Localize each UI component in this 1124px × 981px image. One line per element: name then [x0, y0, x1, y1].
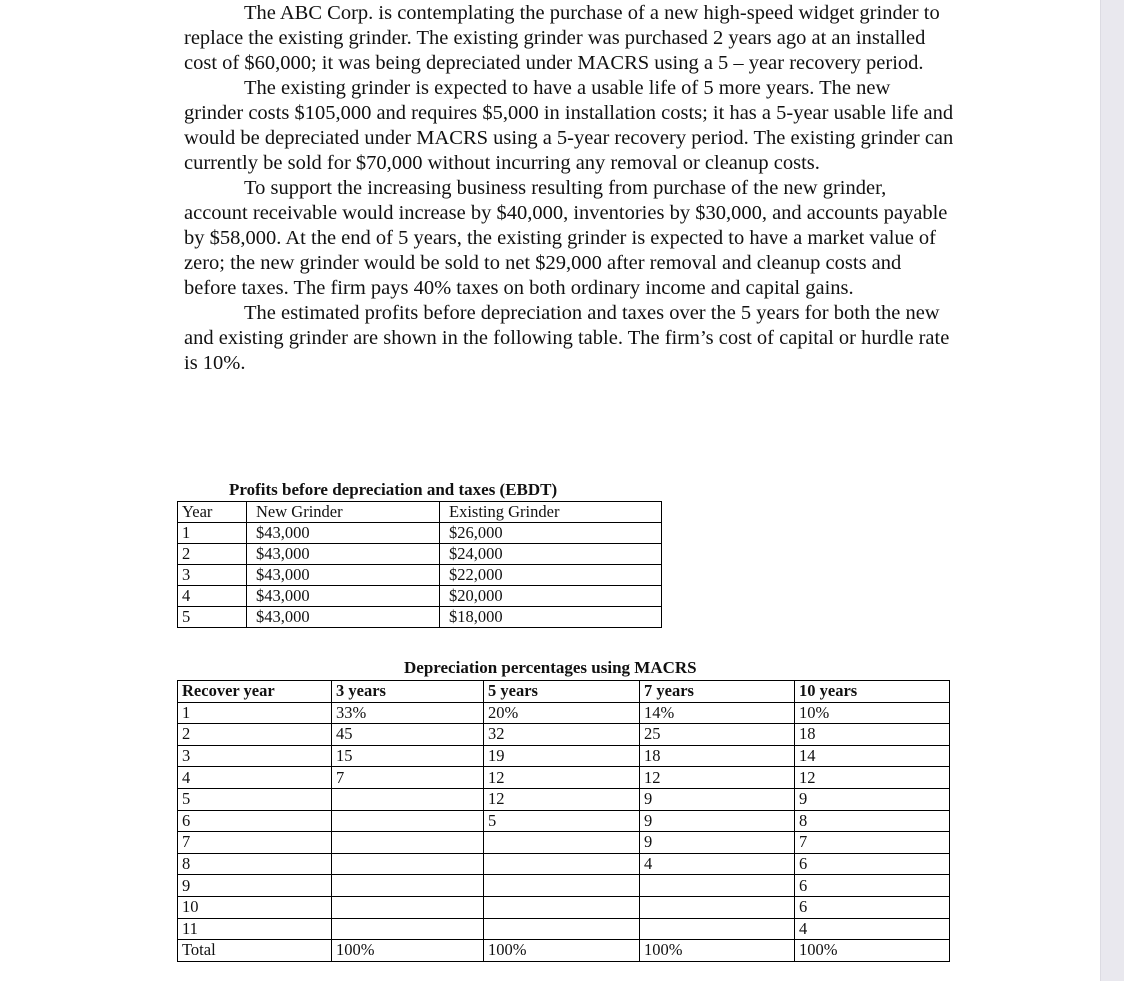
3-year-cell: [332, 896, 484, 918]
column-header: Year: [178, 502, 247, 523]
table-header-row: [178, 502, 662, 523]
table-row: [178, 788, 950, 810]
recover-year-cell: 4: [178, 767, 332, 789]
3-year-cell: [332, 853, 484, 875]
3-year-cell: [332, 832, 484, 854]
3-year-cell: 7: [332, 767, 484, 789]
7-year-cell: 9: [640, 832, 795, 854]
new-grinder-cell: $43,000: [247, 565, 440, 586]
paragraph: The estimated profits before depreciation and taxes over the 5 years for both the new and existing grinder are shown in the following table. The firm’s cost of capital or hurdle rate is 10%.: [184, 302, 950, 374]
paragraph: To support the increasing business resulting from purchase of the new grinder, account receivable would increase by $40,000, inventories by $30,000, and accounts payable by $58,000. At the end of 5 years, the existing grinder is expected to have a market value of zero; the new grinder would be sold to net $29,000 after removal and cleanup costs and before taxes. The firm pays 40% taxes on both ordinary income and capital gains.: [184, 177, 948, 299]
table-header-row: [178, 681, 950, 703]
page-margin: [1100, 0, 1124, 981]
year-cell: 3: [178, 565, 247, 586]
7-year-cell: [640, 875, 795, 897]
column-header: Recover year: [178, 681, 332, 703]
3-year-cell: 45: [332, 724, 484, 746]
recover-year-cell: 11: [178, 918, 332, 940]
table-row: [178, 544, 662, 565]
5-year-cell: 32: [484, 724, 640, 746]
recover-year-cell: 5: [178, 788, 332, 810]
7-year-cell: 25: [640, 724, 795, 746]
recover-year-cell: 8: [178, 853, 332, 875]
existing-grinder-cell: $26,000: [440, 523, 662, 544]
5-year-cell: 20%: [484, 702, 640, 724]
5-year-cell: [484, 875, 640, 897]
table-row: [178, 918, 950, 940]
3-year-cell: [332, 918, 484, 940]
table-row: [178, 702, 950, 724]
7-year-cell: 14%: [640, 702, 795, 724]
paragraph: The existing grinder is expected to have a usable life of 5 more years. The new grinder costs $105,000 and requires $5,000 in installation costs; it has a 5-year usable life and would be depreciated under MACRS using a 5-year recovery period. The existing grinder can currently be sold for $70,000 without incurring any removal or cleanup costs.: [184, 77, 954, 174]
recover-year-cell: 1: [178, 702, 332, 724]
10-year-cell: 6: [795, 875, 950, 897]
10-year-cell: 6: [795, 853, 950, 875]
recover-year-cell: Total: [178, 940, 332, 962]
10-year-cell: 6: [795, 896, 950, 918]
existing-grinder-cell: $22,000: [440, 565, 662, 586]
table-row: [178, 523, 662, 544]
7-year-cell: 4: [640, 853, 795, 875]
new-grinder-cell: $43,000: [247, 586, 440, 607]
5-year-cell: [484, 853, 640, 875]
3-year-cell: [332, 875, 484, 897]
table-row: [178, 565, 662, 586]
column-header: New Grinder: [247, 502, 440, 523]
3-year-cell: [332, 788, 484, 810]
year-cell: 5: [178, 607, 247, 628]
3-year-cell: [332, 810, 484, 832]
ebdt-table-title: Profits before depreciation and taxes (EBDT): [229, 480, 558, 499]
5-year-cell: 19: [484, 745, 640, 767]
table-row: [178, 853, 950, 875]
10-year-cell: 10%: [795, 702, 950, 724]
recover-year-cell: 6: [178, 810, 332, 832]
3-year-cell: 15: [332, 745, 484, 767]
macrs-table-title: Depreciation percentages using MACRS: [404, 658, 697, 677]
7-year-cell: 100%: [640, 940, 795, 962]
existing-grinder-cell: $20,000: [440, 586, 662, 607]
year-cell: 2: [178, 544, 247, 565]
new-grinder-cell: $43,000: [247, 544, 440, 565]
5-year-cell: 12: [484, 788, 640, 810]
recover-year-cell: 2: [178, 724, 332, 746]
table-row: [178, 832, 950, 854]
total-row: [178, 940, 950, 962]
table-row: [178, 745, 950, 767]
table-row: [178, 896, 950, 918]
10-year-cell: 7: [795, 832, 950, 854]
5-year-cell: [484, 918, 640, 940]
column-header: Existing Grinder: [440, 502, 662, 523]
recover-year-cell: 7: [178, 832, 332, 854]
10-year-cell: 100%: [795, 940, 950, 962]
7-year-cell: [640, 918, 795, 940]
table-row: [178, 810, 950, 832]
3-year-cell: 100%: [332, 940, 484, 962]
new-grinder-cell: $43,000: [247, 523, 440, 544]
year-cell: 4: [178, 586, 247, 607]
table-row: [178, 767, 950, 789]
10-year-cell: 18: [795, 724, 950, 746]
existing-grinder-cell: $24,000: [440, 544, 662, 565]
table-row: [178, 586, 662, 607]
5-year-cell: 12: [484, 767, 640, 789]
column-header: 3 years: [332, 681, 484, 703]
5-year-cell: [484, 832, 640, 854]
recover-year-cell: 3: [178, 745, 332, 767]
7-year-cell: 12: [640, 767, 795, 789]
table-row: [178, 724, 950, 746]
10-year-cell: 8: [795, 810, 950, 832]
recover-year-cell: 9: [178, 875, 332, 897]
10-year-cell: 12: [795, 767, 950, 789]
table-row: [178, 607, 662, 628]
5-year-cell: 5: [484, 810, 640, 832]
column-header: 5 years: [484, 681, 640, 703]
ebdt-table: [177, 501, 662, 628]
existing-grinder-cell: $18,000: [440, 607, 662, 628]
column-header: 7 years: [640, 681, 795, 703]
new-grinder-cell: $43,000: [247, 607, 440, 628]
7-year-cell: 9: [640, 810, 795, 832]
5-year-cell: [484, 896, 640, 918]
10-year-cell: 14: [795, 745, 950, 767]
7-year-cell: 9: [640, 788, 795, 810]
5-year-cell: 100%: [484, 940, 640, 962]
3-year-cell: 33%: [332, 702, 484, 724]
table-row: [178, 875, 950, 897]
10-year-cell: 4: [795, 918, 950, 940]
recover-year-cell: 10: [178, 896, 332, 918]
paragraph: The ABC Corp. is contemplating the purchase of a new high-speed widget grinder to replace the existing grinder. The existing grinder was purchased 2 years ago at an installed cost of $60,000; it was being depreciated under MACRS using a 5 – year recovery period.: [184, 2, 940, 74]
10-year-cell: 9: [795, 788, 950, 810]
year-cell: 1: [178, 523, 247, 544]
problem-text: [184, 1, 954, 376]
macrs-table: [177, 680, 950, 962]
7-year-cell: [640, 896, 795, 918]
7-year-cell: 18: [640, 745, 795, 767]
column-header: 10 years: [795, 681, 950, 703]
